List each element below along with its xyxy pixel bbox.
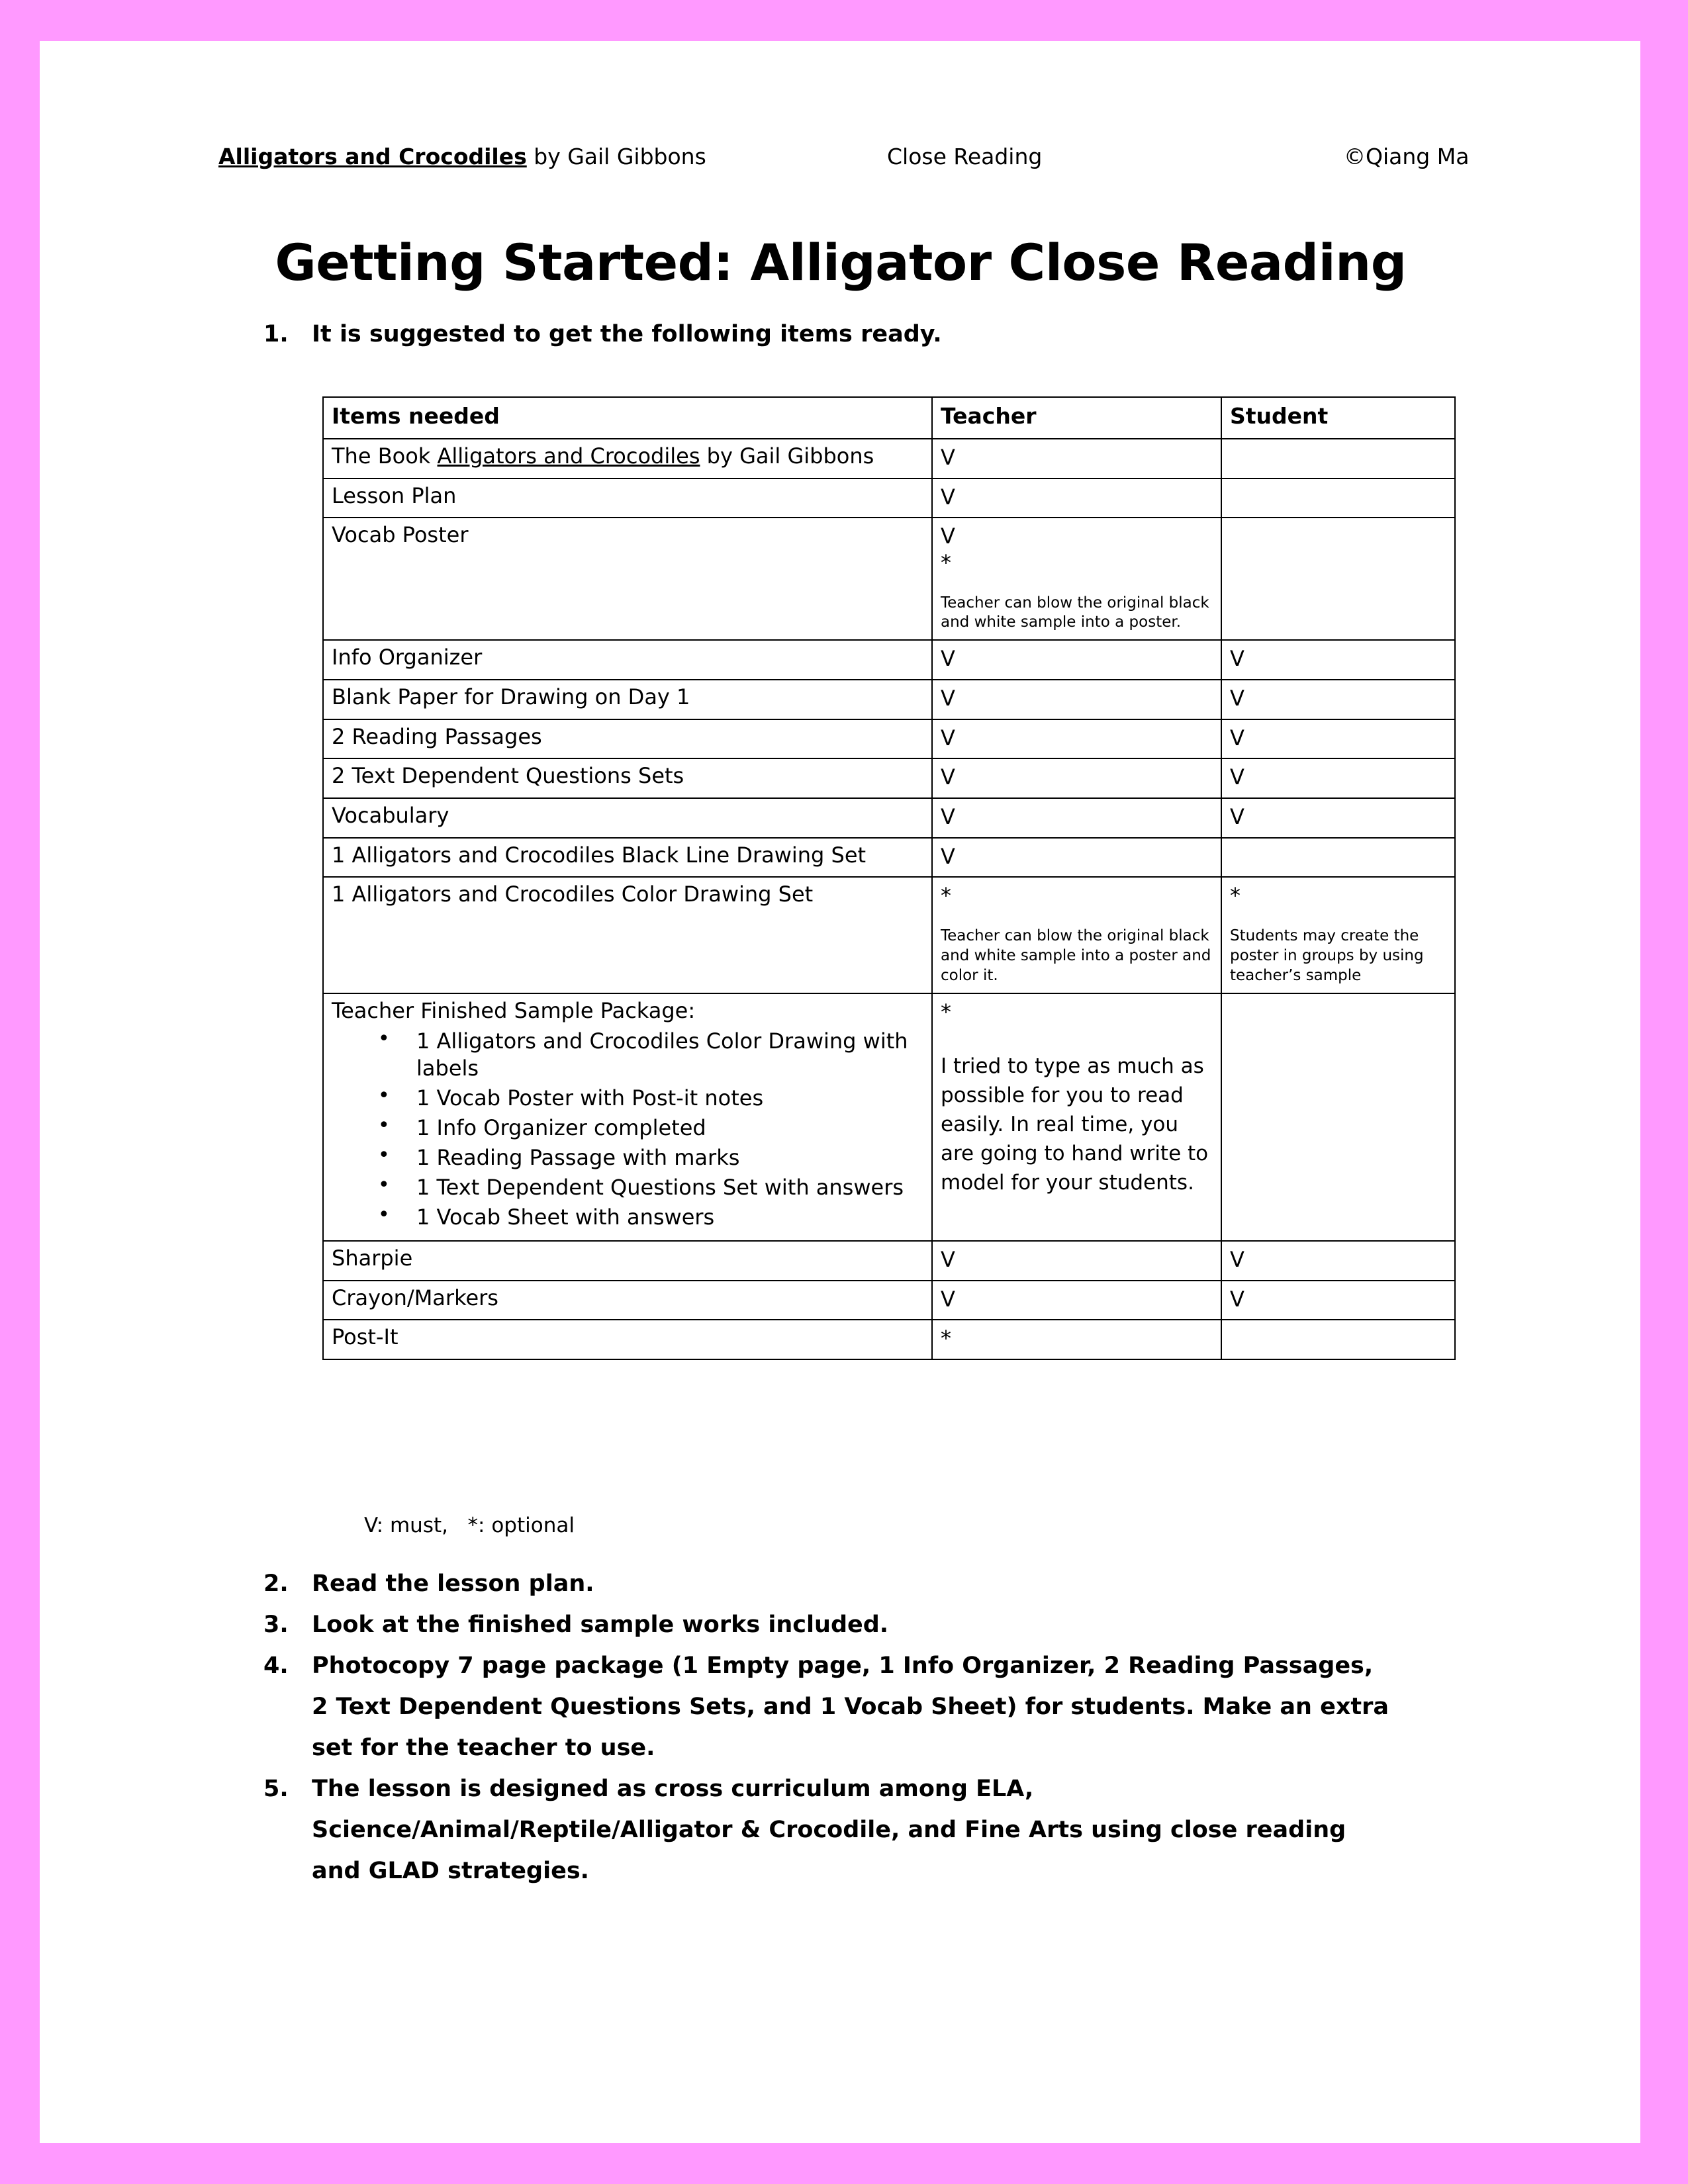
- list-item: • 1 Reading Passage with marks: [378, 1144, 925, 1171]
- student-mark-with-note: [1221, 877, 1455, 993]
- student-mark: [1221, 518, 1455, 640]
- student-optional-star: *: [1230, 883, 1241, 909]
- instruction-text-4: Photocopy 7 page package (1 Empty page, 1 Info Organizer, 2 Reading Passages, 2 Text Dependent Questions Sets, and 1 Vocab Sheet) for students. Make an extra set for the teacher to use.: [312, 1653, 1389, 1761]
- teacher-optional-star: *: [941, 999, 951, 1024]
- instruction-text-1: It is suggested to get the following items ready.: [312, 321, 942, 347]
- table-header-row: [323, 397, 1455, 439]
- teacher-mark: V: [932, 798, 1221, 838]
- teacher-mark: V: [932, 478, 1221, 518]
- item-cell-lesson-plan: Lesson Plan: [323, 478, 932, 518]
- package-heading: Teacher Finished Sample Package:: [332, 997, 696, 1023]
- student-mark: V: [1221, 680, 1455, 719]
- item-text-suffix: by Gail Gibbons: [700, 443, 874, 469]
- item-cell-black-line-drawing-set: 1 Alligators and Crocodiles Black Line Drawing Set: [323, 838, 932, 878]
- header-copyright: ©Qiang Ma: [1344, 144, 1470, 169]
- instruction-item-3: [263, 1604, 1495, 1645]
- teacher-mark: V: [932, 1241, 1221, 1281]
- table-row: [323, 719, 1455, 759]
- instruction-item-2: [263, 1563, 1495, 1604]
- instruction-text-2: Read the lesson plan.: [312, 1570, 594, 1597]
- instruction-text-3: Look at the finished sample works included.: [312, 1612, 889, 1638]
- table-legend: V: must, *: optional: [364, 1514, 575, 1537]
- instruction-text-5: The lesson is designed as cross curriculum among ELA, Science/Animal/Reptile/Alligator & Crocodile, and Fine Arts using close reading and GLAD strategies.: [312, 1776, 1346, 1884]
- item-cell-blank-paper: Blank Paper for Drawing on Day 1: [323, 680, 932, 719]
- item-cell-info-organizer: Info Organizer: [323, 640, 932, 680]
- package-bullet-list: [332, 1028, 925, 1231]
- teacher-mark: V: [932, 758, 1221, 798]
- table-row: [323, 478, 1455, 518]
- teacher-note: Teacher can blow the original black and white sample into a poster and color it.: [941, 927, 1211, 984]
- list-item: • 1 Info Organizer completed: [378, 1115, 925, 1142]
- item-cell-crayon-markers: Crayon/Markers: [323, 1281, 932, 1320]
- teacher-mark: V: [932, 439, 1221, 478]
- student-mark: [1221, 439, 1455, 478]
- table-row: [323, 680, 1455, 719]
- list-item: • 1 Vocab Poster with Post-it notes: [378, 1085, 925, 1112]
- student-mark: [1221, 993, 1455, 1241]
- teacher-mark: V: [932, 640, 1221, 680]
- header-book-author: by Gail Gibbons: [526, 144, 706, 169]
- student-mark: V: [1221, 1281, 1455, 1320]
- item-cell-vocab-poster: Vocab Poster: [323, 518, 932, 640]
- teacher-mark: *: [932, 1320, 1221, 1359]
- item-cell-book: [323, 439, 932, 478]
- column-header-student: Student: [1221, 397, 1455, 439]
- teacher-note: Teacher can blow the original black and white sample into a poster.: [941, 594, 1209, 631]
- student-mark: V: [1221, 798, 1455, 838]
- table-row: [323, 798, 1455, 838]
- student-mark: [1221, 1320, 1455, 1359]
- table-row: [323, 439, 1455, 478]
- teacher-mark: V: [932, 719, 1221, 759]
- instruction-number-2: 2.: [263, 1570, 289, 1597]
- items-needed-table: [322, 396, 1456, 1360]
- teacher-mark-value: V: [941, 523, 955, 549]
- table-row: [323, 758, 1455, 798]
- table-row: [323, 518, 1455, 640]
- table-row: [323, 640, 1455, 680]
- document-running-header: [218, 137, 1516, 177]
- instruction-number-5: 5.: [263, 1776, 289, 1802]
- table-row: [323, 1320, 1455, 1359]
- table-row: [323, 877, 1455, 993]
- item-cell-teacher-sample-package: [323, 993, 932, 1241]
- item-book-title: Alligators and Crocodiles: [437, 443, 700, 469]
- teacher-mark-with-note: [932, 518, 1221, 640]
- teacher-mark-with-note: [932, 877, 1221, 993]
- teacher-optional-star: *: [941, 883, 951, 909]
- student-mark: V: [1221, 719, 1455, 759]
- student-mark: [1221, 838, 1455, 878]
- item-text-prefix: The Book: [332, 443, 438, 469]
- item-cell-vocabulary: Vocabulary: [323, 798, 932, 838]
- student-mark: [1221, 478, 1455, 518]
- student-note: Students may create the poster in groups by using teacher’s sample: [1230, 927, 1424, 984]
- header-subject: Close Reading: [887, 144, 1043, 169]
- item-cell-post-it: Post-It: [323, 1320, 932, 1359]
- teacher-mark: V: [932, 1281, 1221, 1320]
- item-cell-sharpie: Sharpie: [323, 1241, 932, 1281]
- list-item: • 1 Alligators and Crocodiles Color Drawing with labels: [378, 1028, 925, 1082]
- instruction-number-4: 4.: [263, 1653, 289, 1679]
- teacher-mark: V: [932, 680, 1221, 719]
- table-row: [323, 1241, 1455, 1281]
- document-page: [40, 41, 1640, 2143]
- student-mark: V: [1221, 758, 1455, 798]
- teacher-note: I tried to type as much as possible for you to read easily. In real time, you are going to hand write to model for your students.: [941, 1054, 1209, 1195]
- list-item: • 1 Text Dependent Questions Set with answers: [378, 1174, 925, 1201]
- page-title: Getting Started: Alligator Close Reading: [275, 233, 1407, 292]
- table-row: [323, 1281, 1455, 1320]
- teacher-mark-with-note: [932, 993, 1221, 1241]
- column-header-teacher: Teacher: [932, 397, 1221, 439]
- table-row: [323, 993, 1455, 1241]
- student-mark: V: [1221, 1241, 1455, 1281]
- teacher-mark: V: [932, 838, 1221, 878]
- student-mark: V: [1221, 640, 1455, 680]
- item-cell-text-dependent-questions: 2 Text Dependent Questions Sets: [323, 758, 932, 798]
- teacher-optional-star: *: [941, 549, 951, 575]
- header-book-reference: [218, 137, 706, 177]
- instruction-item-5: [263, 1768, 1402, 1891]
- table-row: [323, 838, 1455, 878]
- instruction-number-1: 1.: [263, 321, 289, 347]
- item-cell-color-drawing-set: 1 Alligators and Crocodiles Color Drawing Set: [323, 877, 932, 993]
- header-book-title: Alligators and Crocodiles: [218, 144, 527, 169]
- column-header-items: Items needed: [323, 397, 932, 439]
- instruction-number-3: 3.: [263, 1612, 289, 1638]
- list-item: • 1 Vocab Sheet with answers: [378, 1204, 925, 1231]
- instruction-item-1: [263, 314, 1455, 355]
- item-cell-reading-passages: 2 Reading Passages: [323, 719, 932, 759]
- instruction-item-4: [263, 1645, 1389, 1768]
